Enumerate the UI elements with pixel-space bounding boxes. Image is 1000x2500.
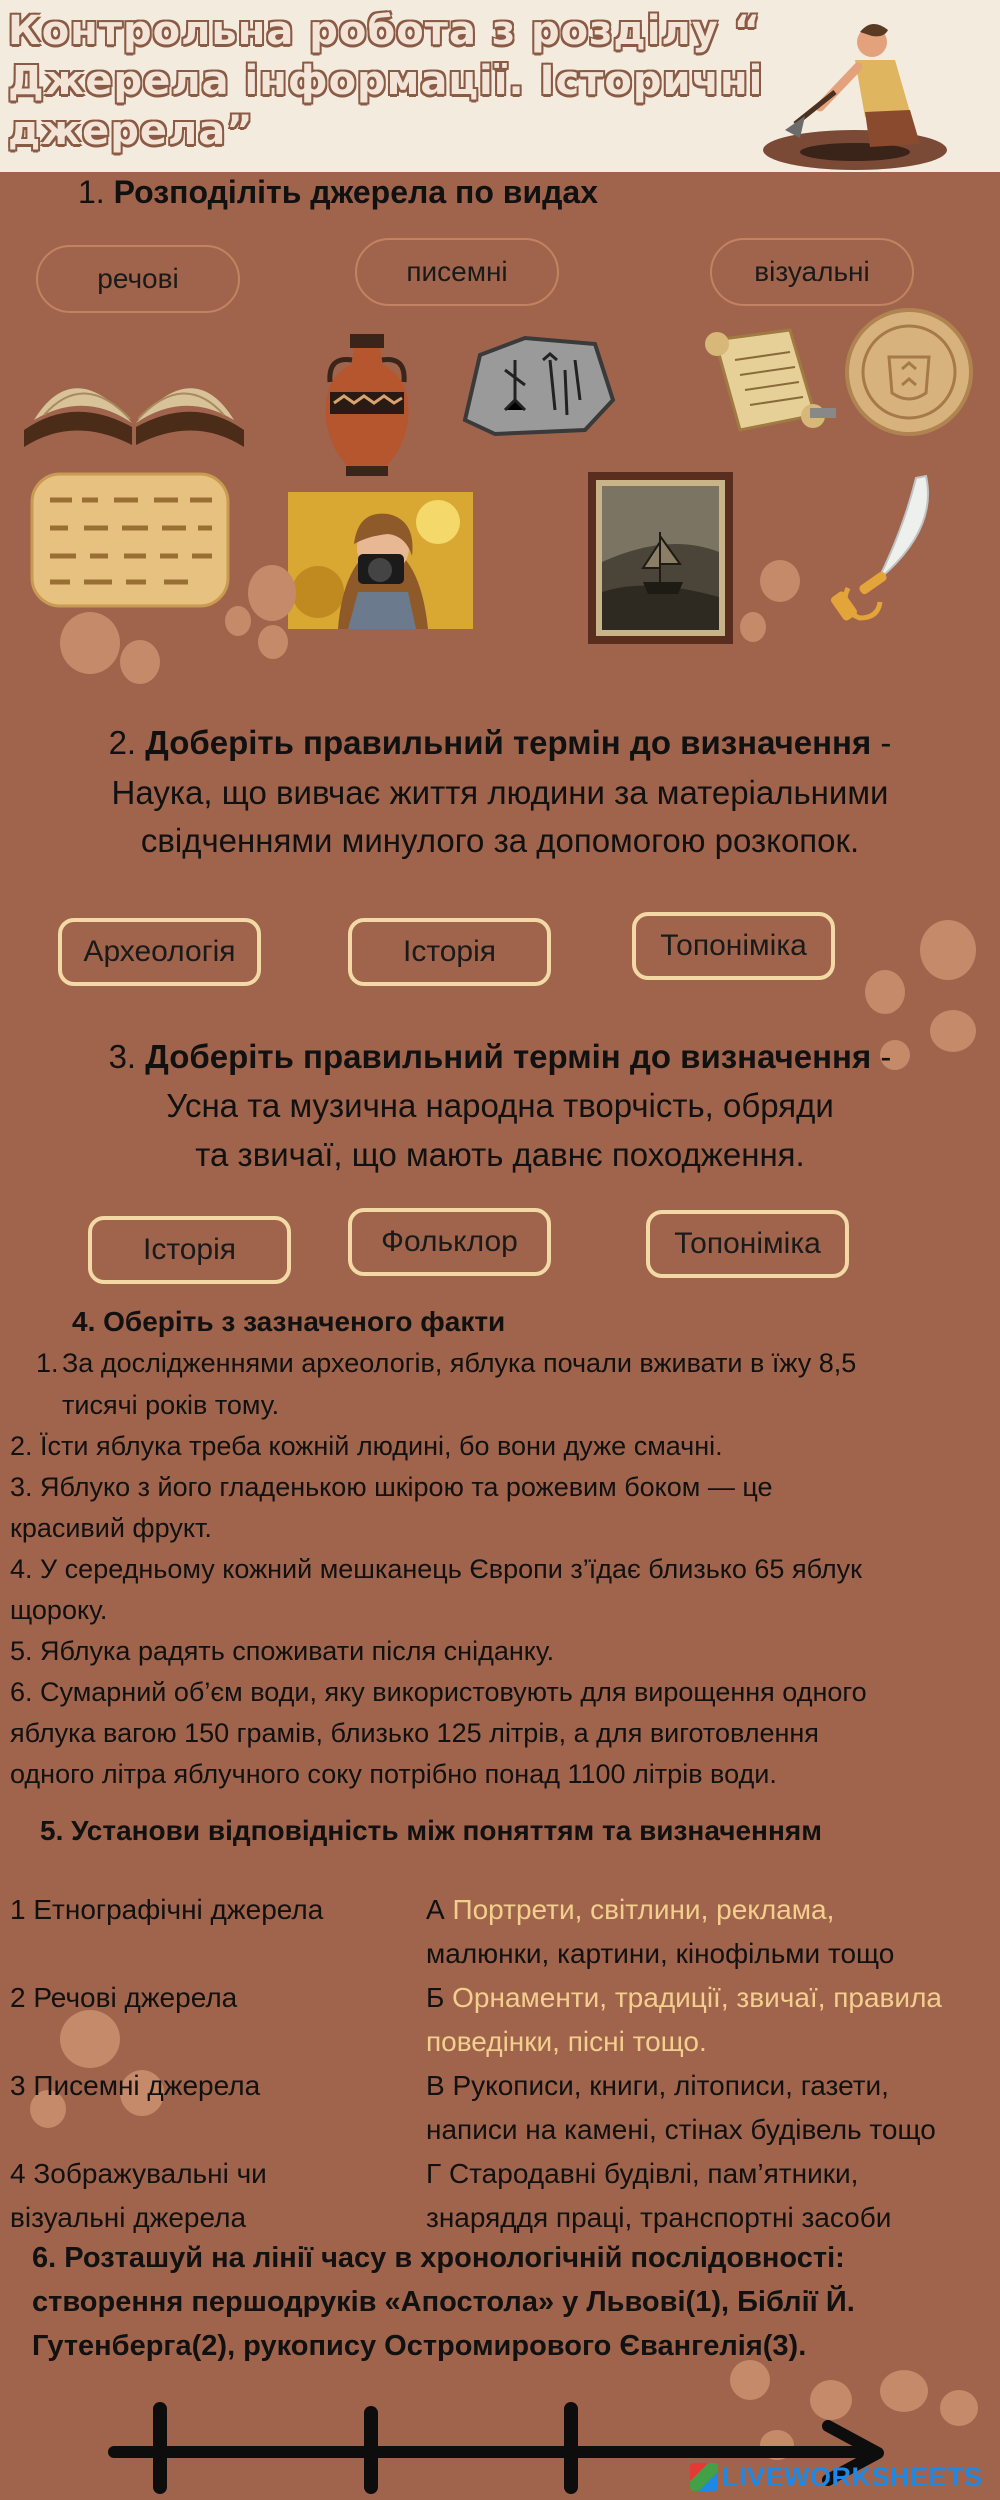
scroll-icon[interactable] xyxy=(695,320,840,445)
decor-blob xyxy=(258,625,288,659)
task6-line2: створення першодруків «Апостола» у Львові(1), Біблії Й. xyxy=(32,2286,855,2318)
task1-heading xyxy=(78,174,598,211)
task5-title: 5. Установи відповідність між поняттям та визначенням xyxy=(40,1815,822,1846)
task4-item1-line2[interactable]: тисячі років тому. xyxy=(62,1390,280,1420)
task4-item3-line2[interactable]: красивий фрукт. xyxy=(10,1513,212,1543)
task3-number: 3. xyxy=(108,1038,137,1075)
liveworksheets-logo-icon xyxy=(690,2463,718,2491)
task5-definition-v[interactable] xyxy=(426,2064,998,2152)
task5-definition-v-line2: написи на камені, стінах будівель тощо xyxy=(426,2114,936,2145)
rock-painting-icon[interactable] xyxy=(455,330,620,440)
timeline-tick-2[interactable] xyxy=(364,2406,378,2494)
decor-blob xyxy=(248,565,296,621)
task3-dash: - xyxy=(880,1038,892,1075)
watermark xyxy=(690,2460,983,2494)
task1-number: 1. xyxy=(78,174,105,210)
task4-item1-line1[interactable]: За дослідженнями археологів, яблука почали вживати в їжу 8,5 xyxy=(62,1348,857,1378)
task5-definition-g[interactable] xyxy=(426,2152,998,2240)
task2-dash: - xyxy=(880,724,892,761)
category-visual[interactable]: візуальні xyxy=(710,238,914,306)
task4-item6-line2[interactable]: яблука вагою 150 грамів, близько 125 літрів, а для виготовлення xyxy=(10,1718,819,1748)
task3-option-toponymy[interactable]: Топоніміка xyxy=(646,1210,849,1278)
task4-item2[interactable]: 2. Їсти яблука треба кожній людині, бо вони дуже смачні. xyxy=(10,1431,723,1461)
task5-definition-b-line2: поведінки, пісні тощо. xyxy=(426,2026,707,2057)
archaeologist-icon xyxy=(760,12,960,172)
task3-heading xyxy=(0,1032,1000,1082)
task1-title: Розподіліть джерела по видах xyxy=(113,174,599,210)
task2-heading xyxy=(0,718,1000,768)
decor-blob xyxy=(740,612,766,642)
task5-definition-g-letter: Г xyxy=(426,2158,449,2189)
task2-number: 2. xyxy=(108,724,137,761)
task4-title: 4. Оберіть з зазначеного факти xyxy=(72,1306,506,1337)
ship-painting-icon[interactable] xyxy=(588,472,733,644)
task4-item6-line3[interactable]: одного літра яблучного соку потрібно понад 1100 літрів води. xyxy=(10,1759,777,1789)
task5-concept-4-line1: 4 Зображувальні чи xyxy=(10,2158,267,2189)
task5-definition-b-letter: Б xyxy=(426,1982,453,2013)
task5-concept-3[interactable] xyxy=(10,2064,410,2108)
decor-blob xyxy=(760,560,800,602)
task5-concept-4[interactable] xyxy=(10,2152,410,2240)
task6-line1: 6. Розташуй на лінії часу в хронологічній послідовності: xyxy=(32,2242,845,2274)
book-icon[interactable] xyxy=(14,335,254,455)
task2-option-history[interactable]: Історія xyxy=(348,918,551,986)
task5-definition-v-line1: Рукописи, книги, літописи, газети, xyxy=(452,2070,889,2101)
timeline-line xyxy=(108,2446,868,2458)
saber-icon[interactable] xyxy=(808,470,938,625)
seal-coin-icon[interactable] xyxy=(842,305,977,440)
task4-item4-line1[interactable]: 4. У середньому кожний мешканець Європи з’їдає близько 65 яблук xyxy=(10,1554,862,1584)
task5-definition-b[interactable] xyxy=(426,1976,998,2064)
task5-concept-2[interactable] xyxy=(10,1976,410,2020)
decor-blob xyxy=(865,970,905,1014)
task5-concept-3-line1: 3 Писемні джерела xyxy=(10,2070,261,2101)
task3-definition-line1: Усна та музична народна творчість, обряди xyxy=(166,1087,834,1124)
category-material[interactable]: речові xyxy=(36,245,240,313)
task4-item1-number: 1. xyxy=(36,1348,59,1378)
task5-definition-b-line1: Орнаменти, традиції, звичаї, правила xyxy=(452,1982,942,2013)
amphora-icon[interactable] xyxy=(312,330,422,480)
task3-option-folklore[interactable]: Фольклор xyxy=(348,1208,551,1276)
clay-tablet-icon[interactable] xyxy=(28,470,233,610)
page-title: Контрольна робота з розділу “ Джерела інформації. Історичні джерела” xyxy=(8,8,764,154)
task5-definition-a-letter: А xyxy=(426,1894,453,1925)
task3-option-history[interactable]: Історія xyxy=(88,1216,291,1284)
task5-definition-g-line2: знаряддя праці, транспортні засоби xyxy=(426,2202,892,2233)
task3-definition-line2: та звичаї, що мають давнє походження. xyxy=(195,1136,805,1173)
decor-blob xyxy=(880,2370,928,2412)
task6-text xyxy=(32,2236,855,2368)
task2-title: Доберіть правильний термін до визначення xyxy=(145,724,872,761)
watermark-text: LIVEWORKSHEETS xyxy=(722,2461,983,2492)
task5-definition-a[interactable] xyxy=(426,1888,998,1976)
task5-concept-1[interactable] xyxy=(10,1888,410,1932)
task5-concept-2-line1: 2 Речові джерела xyxy=(10,1982,238,2013)
task5-concept-4-line2: візуальні джерела xyxy=(10,2202,247,2233)
task5-definition-g-line1: Стародавні будівлі, пам’ятники, xyxy=(448,2158,859,2189)
decor-blob xyxy=(120,640,160,684)
timeline-tick-1[interactable] xyxy=(153,2402,167,2494)
task2-definition-line2: свідченнями минулого за допомогою розкопок. xyxy=(140,822,860,859)
task5-definition-a-line1: Портрети, світлини, реклама, xyxy=(452,1894,835,1925)
task2-option-archaeology[interactable]: Археологія xyxy=(58,918,261,986)
task6-line3: Гутенберга(2), рукопису Остромирового Євангелія(3). xyxy=(32,2330,807,2362)
task2-option-toponymy[interactable]: Топоніміка xyxy=(632,912,835,980)
task5-concept-1-line1: 1 Етнографічні джерела xyxy=(10,1894,324,1925)
photographer-photo-icon[interactable] xyxy=(288,492,473,629)
task3-title: Доберіть правильний термін до визначення xyxy=(145,1038,872,1075)
task4-item4-line2[interactable]: щороку. xyxy=(10,1595,108,1625)
category-written[interactable]: писемні xyxy=(355,238,559,306)
decor-blob xyxy=(225,606,251,636)
task5-definition-a-line2: малюнки, картини, кінофільми тощо xyxy=(426,1938,895,1969)
task2-definition-line1: Наука, що вивчає життя людини за матеріальними xyxy=(111,774,889,811)
decor-blob xyxy=(60,612,120,674)
decor-blob xyxy=(920,920,976,980)
decor-blob xyxy=(810,2380,852,2420)
decor-blob xyxy=(940,2390,978,2426)
task4-item6-line1[interactable]: 6. Сумарний об’єм води, яку використовують для вирощення одного xyxy=(10,1677,867,1707)
task4-item3-line1[interactable]: 3. Яблуко з його гладенькою шкірою та рожевим боком — це xyxy=(10,1472,773,1502)
timeline-tick-3[interactable] xyxy=(564,2402,578,2494)
task5-definition-v-letter: В xyxy=(426,2070,453,2101)
task4-item5[interactable]: 5. Яблука радять споживати після сніданку. xyxy=(10,1636,555,1666)
